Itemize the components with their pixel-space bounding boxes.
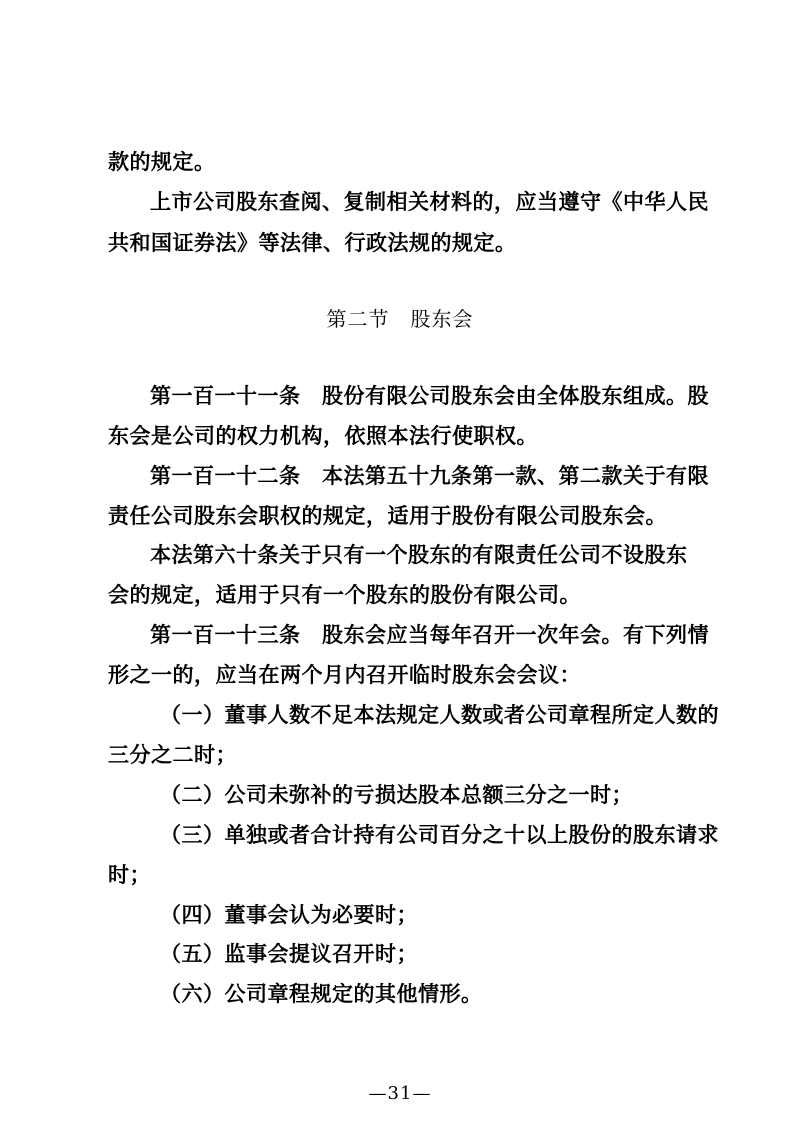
page-number: —31— <box>368 1083 432 1104</box>
list-item: （一）董事人数不足本法规定人数或者公司章程所定人数的 <box>160 703 719 727</box>
list-item: （六）公司章程规定的其他情形。 <box>160 982 483 1006</box>
article-line: 第一百一十二条 本法第五十九条第一款、第二款关于有限 <box>150 464 709 488</box>
list-item: （四）董事会认为必要时； <box>160 903 418 927</box>
list-item: （二）公司未弥补的亏损达股本总额三分之一时； <box>160 783 633 807</box>
article-line: 第一百一十一条 股份有限公司股东会由全体股东组成。股 <box>150 384 709 408</box>
article-line: 东会是公司的权力机构，依照本法行使职权。 <box>108 424 538 448</box>
article-line: 形之一的，应当在两个月内召开临时股东会会议： <box>108 663 581 687</box>
section-heading: 第二节 股东会 <box>326 307 474 331</box>
text-line: 共和国证券法》等法律、行政法规的规定。 <box>108 231 517 255</box>
text-line: 款的规定。 <box>108 150 216 174</box>
text-line: 上市公司股东查阅、复制相关材料的，应当遵守《中华人民 <box>150 190 709 214</box>
article-line: 会的规定，适用于只有一个股东的股份有限公司。 <box>108 583 581 607</box>
list-item: （五）监事会提议召开时； <box>160 942 418 966</box>
article-line: 本法第六十条关于只有一个股东的有限责任公司不设股东 <box>150 543 688 567</box>
list-item-continuation: 三分之二时； <box>108 743 237 767</box>
list-item-continuation: 时； <box>108 863 151 887</box>
list-item: （三）单独或者合计持有公司百分之十以上股份的股东请求 <box>160 823 719 847</box>
article-line: 责任公司股东会职权的规定，适用于股份有限公司股东会。 <box>108 504 667 528</box>
article-line: 第一百一十三条 股东会应当每年召开一次年会。有下列情 <box>150 623 709 647</box>
